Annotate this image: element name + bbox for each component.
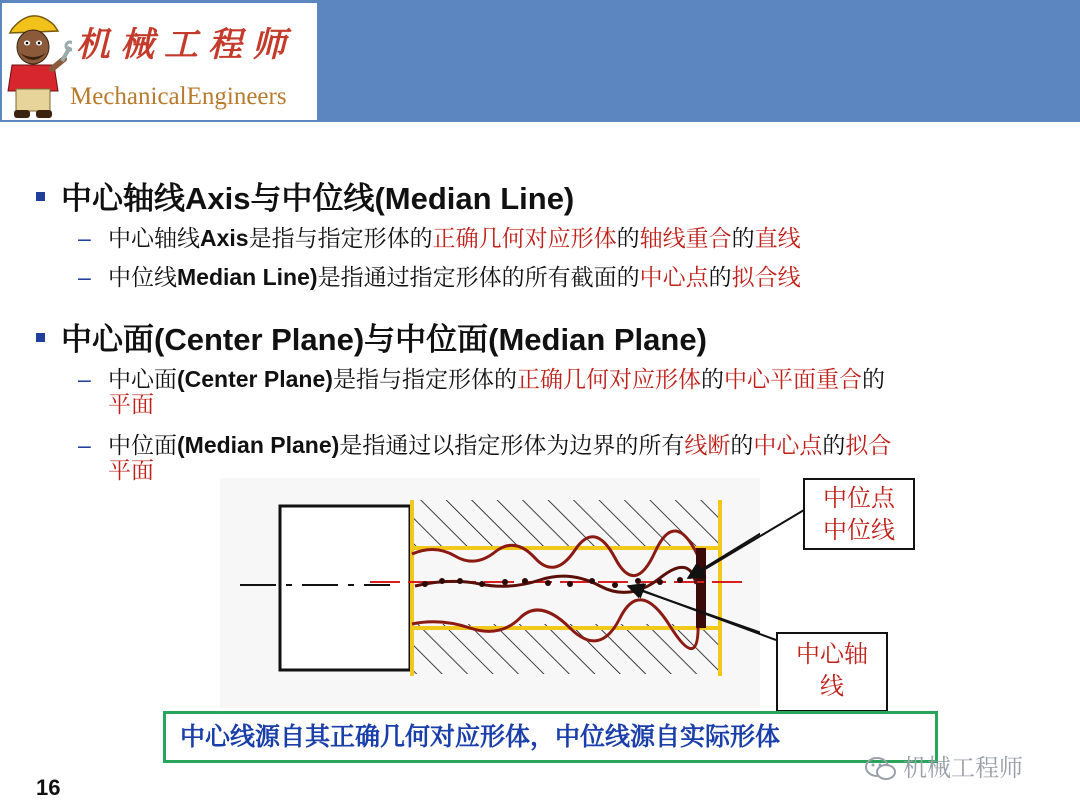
text-segment: 是指通过指定形体的所有截面的 [317, 264, 640, 290]
text-segment: (Center Plane) [177, 366, 333, 392]
text-segment: 的 [731, 225, 755, 251]
dash-bullet-icon: – [78, 264, 91, 290]
dash-bullet-icon: – [78, 225, 91, 251]
section2-title: 中心面(Center Plane)与中位面(Median Plane) [61, 322, 707, 357]
text-segment: 中心面 [108, 366, 177, 392]
watermark [865, 748, 1023, 783]
emphasis-text: 中心点 [639, 264, 709, 290]
emphasis-text: 正确几何对应形体 [516, 366, 701, 392]
text-segment: 中位线 [108, 264, 177, 290]
text-segment: 的 [822, 432, 846, 458]
emphasis-text: 中心点 [753, 432, 823, 458]
emphasis-text: 平面 [108, 391, 154, 417]
callout-text: 中位点 [823, 484, 895, 512]
emphasis-text: 轴线重合 [639, 225, 732, 251]
emphasis-text: 中心平面重合 [723, 366, 862, 392]
text-segment: 是指与指定形体的 [332, 366, 517, 392]
arrow-median-point [690, 510, 804, 578]
logo-english-text: MechanicalEngineers [70, 83, 287, 110]
callout-text: 中心轴 [796, 640, 868, 668]
arrow-center-axis [630, 586, 776, 640]
emphasis-text: 平面 [108, 457, 154, 483]
callout-center-axis [776, 632, 888, 712]
page-number: 16 [36, 775, 61, 800]
text-segment: Axis [200, 225, 249, 251]
text-segment: 的 [861, 366, 885, 392]
summary-box: 中心线源自其正确几何对应形体，中位线源自实际形体 [163, 711, 938, 763]
callout-text: 线 [820, 672, 844, 700]
text-segment: 的 [708, 264, 732, 290]
emphasis-text: 直线 [754, 225, 801, 251]
text-segment: 的 [730, 432, 754, 458]
text-segment: 的 [616, 225, 640, 251]
emphasis-text: 拟合线 [731, 264, 801, 290]
text-segment: 中心轴线 [108, 225, 200, 251]
emphasis-text: 正确几何对应形体 [432, 225, 617, 251]
callout-median-point-line [803, 478, 915, 550]
text-segment: 中位面 [108, 432, 177, 458]
text-segment: 是指通过以指定形体为边界的所有 [339, 432, 685, 458]
dash-bullet-icon: – [78, 366, 91, 392]
text-segment: 的 [700, 366, 724, 392]
emphasis-text: 拟合 [845, 432, 892, 458]
callout-text: 中位线 [823, 516, 895, 544]
emphasis-text: 线断 [684, 432, 731, 458]
text-segment: Median Line) [177, 264, 318, 290]
watermark-text: 机械工程师 [903, 754, 1023, 782]
text-segment: (Median Plane) [177, 432, 340, 458]
wechat-icon [865, 756, 897, 782]
section1-title: 中心轴线Axis与中位线(Median Line) [61, 181, 575, 216]
dash-bullet-icon: – [78, 432, 91, 458]
text-segment: 是指与指定形体的 [248, 225, 433, 251]
logo-chinese-text: 机械工程师 [76, 25, 296, 65]
